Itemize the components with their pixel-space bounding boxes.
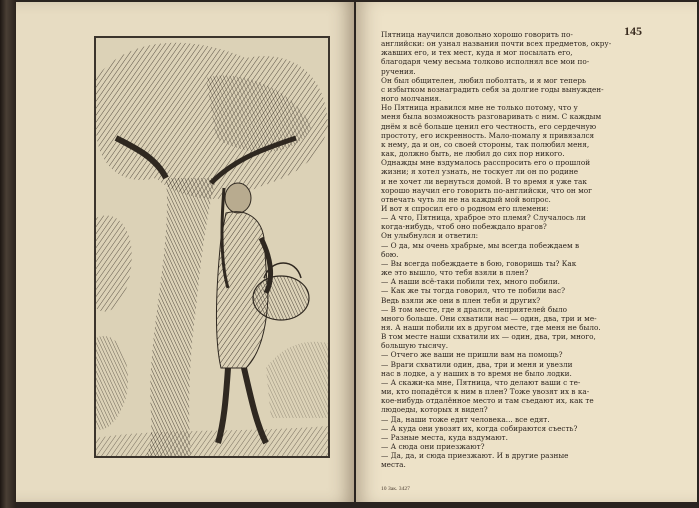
illustration-frame [94, 36, 330, 458]
illustration-friday-under-tree [96, 38, 328, 456]
paragraph: — А скажи-ка мне, Пятница, что делают ваши с те- ми, кто попадётся к ним в плен? Тоже увозят их в ка- кое-нибудь отдалённое место и там съедают их, как те людоеды, которых я видел? [381, 377, 594, 415]
paragraph: — Как же ты тогда говорил, что те побили вас? Ведь взяли же они в плен тебя и других? [381, 286, 565, 305]
paragraph: Он был общителен, любил поболтать, и я мог теперь с избытком вознаградить себя за долгие годы вынужден- ного молчания. [381, 75, 604, 104]
paragraph: — А наши всё-таки побили тех, много побили. [381, 277, 560, 287]
paragraph: — А сюда они приезжают? [381, 442, 485, 452]
page-number: 145 [624, 24, 642, 38]
paragraph: И вот я спросил его о родном его племени: [381, 203, 549, 213]
paragraph: — А куда они увозят их, когда собираются съесть? [381, 423, 578, 433]
paragraph: — Да, наши тоже едят человека... все едят. [381, 414, 550, 424]
left-page [16, 2, 354, 502]
printer-signature: 10 Зак. 3427 [381, 486, 410, 492]
paragraph: — А что, Пятница, храброе это племя? Случалось ли когда-нибудь, чтоб оно побеждало врагов? [381, 213, 586, 232]
book-edge [0, 0, 16, 508]
paragraph: — Вы всегда побеждаете в бою, говоришь ты? Как же это вышло, что тебя взяли в плен? [381, 258, 577, 278]
paragraph: — Разные места, куда вздумают. [381, 432, 508, 442]
paragraph: Однажды мне вздумалось расспросить его о прошлой жизни; я хотел узнать, не тоскует ли он по родине и не хочет ли вернуться домой. В то время я уже так хорошо научил его говорить по-английски, что он мог отвечать чуть ли не на каждый мой вопрос. [381, 158, 592, 204]
paragraph: Но Пятница нравился мне не только потому, что у меня была возможность разговаривать с ним. С каждым днём я всё больше ценил его честность, его сердечную простоту, его искренность. Мало-помалу я привязался к нему, да и он, со своей стороны, так полюбил меня, как, должно быть, не любил до сих пор никого. [381, 103, 602, 159]
paragraph: — Да, да, и сюда приезжают. И в другие разные места. [381, 451, 569, 470]
right-page [356, 2, 697, 502]
paragraph: Пятница научился довольно хорошо говорить по- английски: он узнал названия почти всех предметов, окру- жавших его, и тех мест, куда я мог посылать его, благодаря чему весьма толково исполнял все мои по- ручения. [381, 30, 612, 76]
paragraph: — Враги схватили один, два, три и меня и увезли нас в лодке, а у наших в то время не было лодки. [381, 359, 573, 378]
body-text [381, 30, 677, 470]
paragraph: — В том месте, где я дрался, неприятелей было много больше. Они схватили нас — один, два, три и ме- ня. А наши побили их в другом месте, где меня не было. В том месте наши схватили их — один, два, три, много, большую тысячу. [381, 304, 601, 351]
paragraph: — О да, мы очень храбрые, мы всегда побеждаем в бою. [381, 240, 580, 259]
paragraph: Он улыбнулся и ответил: [381, 231, 479, 241]
paragraph: — Отчего же ваши не пришли вам на помощь? [381, 350, 563, 360]
